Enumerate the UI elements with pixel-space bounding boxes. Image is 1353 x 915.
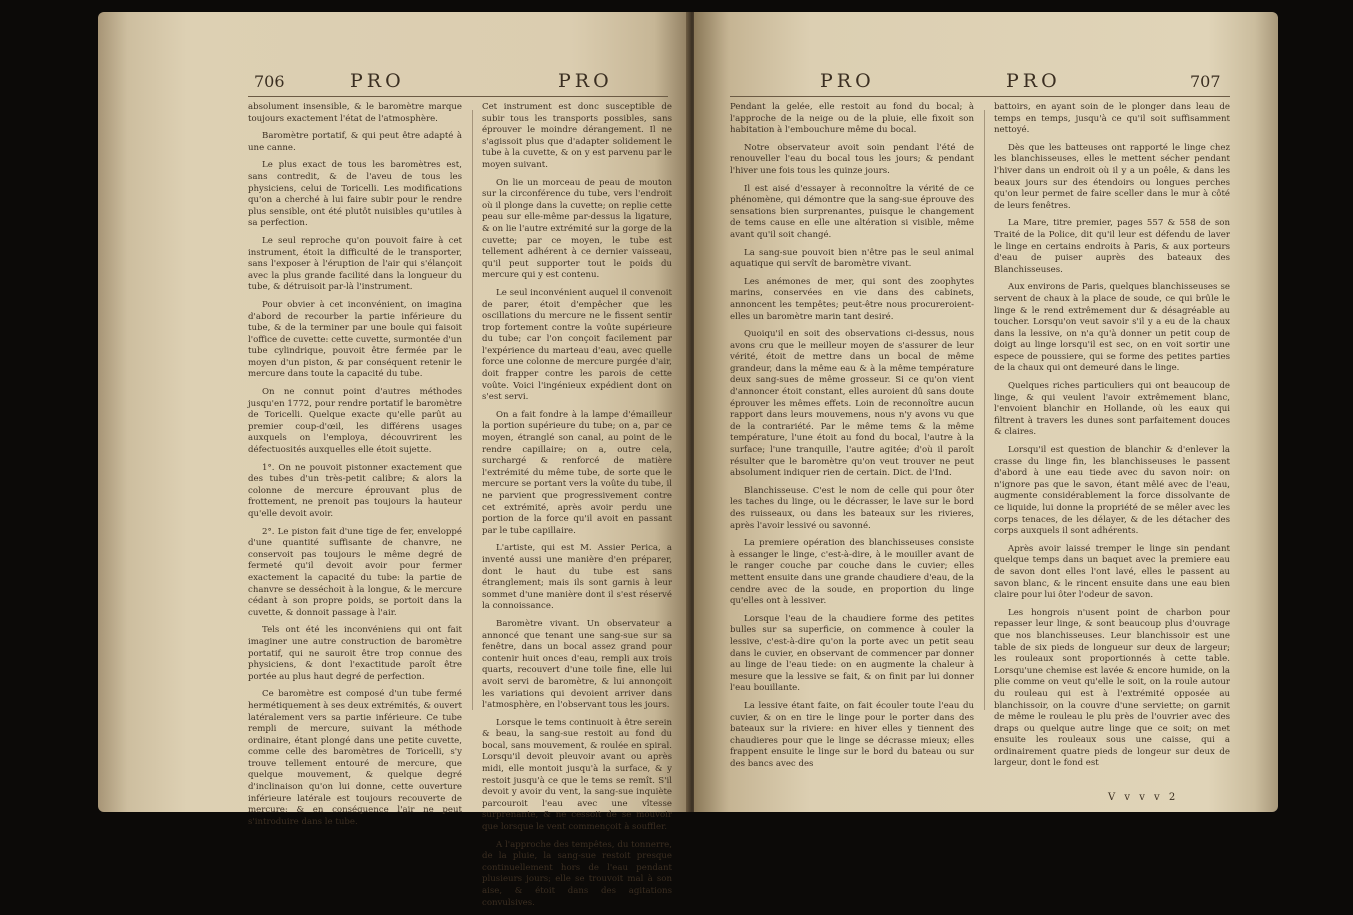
paragraph: Pour obvier à cet inconvénient, on imagina d'abord de recourber la partie inférieure du tube, & de la terminer par une boule qui faisoit l'office de cuvette: cette cuvette, surmontée d'un tube cylindrique, pouvoit être fermée par le moyen d'un piston, & par conséquent retenir le mercure dans toute la capacité du tube. (248, 299, 462, 380)
running-header-right-col1: PRO (820, 70, 875, 92)
column-rule-right (984, 110, 985, 710)
signature-mark: V v v v 2 (1108, 792, 1179, 803)
paragraph: On lie un morceau de peau de mouton sur la circonférence du tube, vers l'endroit où il plonge dans la cuvette; on replie cette peau sur elle-même par-dessus la ligature, & on lie l'autre extrémité sur la gorge de la cuvette; par ce moyen, le tube est tellement adhérent à ce dernier vaisseau, qu'il peut supporter tout le poids du mercure qui y est contenu. (482, 177, 672, 281)
header-rule-right (730, 96, 1230, 97)
paragraph: Blanchisseuse. C'est le nom de celle qui pour ôter les taches du linge, ou le décrasser, le lave sur le bord des ruisseaux, ou dans les bateaux sur les rivieres, après l'avoir lessivé ou savonné. (730, 485, 974, 531)
paragraph: Pendant la gelée, elle restoit au fond du bocal; à l'approche de la neige ou de la pluie, elle fixoit son habitation à l'embouchure même du bocal. (730, 102, 974, 136)
paragraph: Quoiqu'il en soit des observations ci-dessus, nous avons cru que le meilleur moyen de s'assurer de leur vérité, étoit de mettre dans un bocal de même grandeur, dans la même eau & à la même température deux sang-sues de même grosseur. Si ce qu'on vient d'annoncer étoit constant, elles auroient dû sans doute éprouver les mêmes effets. Loin de reconnoître aucun rapport dans leurs mouvemens, nous n'y avons vu que de la contrariété. Par le même tems & la même température, l'une étoit au fond du bocal, l'autre à la surface; l'une tranquille, l'autre agitée; d'où il paroît résulter que le baromètre qu'on veut trouver ne peut absolument indiquer rien de certain. Dict. de l'Ind. (730, 329, 974, 479)
right-page-column-2 (994, 102, 1230, 776)
paragraph: Ce baromètre est composé d'un tube fermé hermétiquement à ses deux extrémités, & ouvert latéralement vers sa partie inférieure. Ce tube rempli de mercure, suivant la méthode ordinaire, étant plongé dans une petite cuvette, comme celle des baromètres de Toricelli, s'y trouve tellement entouré de mercure, que quelque mouvement, & quelque degré d'inclinaison qu'on lui donne, cette ouverture inférieure latérale est toujours recouverte de mercure; & en conséquence l'air ne peut s'introduire dans le tube. (248, 689, 462, 827)
paragraph: La lessive étant faite, on fait écouler toute l'eau du cuvier, & on en tire le linge pour le porter dans des bateaux sur la riviere: en hiver elles y tiennent des chaudieres pour que le linge se décrasse mieux; elles frappent ensuite le linge sur le bord du bateau ou sur des bancs avec des (730, 700, 974, 769)
right-page (694, 12, 1278, 812)
running-header-left-col1: PRO (350, 70, 405, 92)
paragraph: Le seul reproche qu'on pouvoit faire à cet instrument, étoit la difficulté de le transporter, sans l'exposer à l'éruption de l'air qui s'élançoit avec la plus grande facilité dans la longueur du tube, & détruisoit par-là l'instrument. (248, 235, 462, 293)
paragraph: 1°. On ne pouvoit pistonner exactement que des tubes d'un très-petit calibre; & alors la colonne de mercure éprouvant plus de frottement, ne prenoit pas toujours la hauteur qu'elle devoit avoir. (248, 462, 462, 519)
paragraph: absolument insensible, & le baromètre marque toujours exactement l'état de l'atmosphère. (248, 102, 462, 124)
paragraph: Baromètre vivant. Un observateur a annoncé que tenant une sang-sue sur sa fenêtre, dans un bocal assez grand pour contenir huit onces d'eau, rempli aux trois quarts, recouvert d'une toile fine, elle lui avoit servi de baromètre, & lui annonçoit les variations qui devoient arriver dans l'atmosphère, en l'observant tous les jours. (482, 618, 672, 711)
paragraph: Tels ont été les inconvéniens qui ont fait imaginer une autre construction de baromètre portatif, qui ne sauroit être trop connue des physiciens, & dont l'exactitude paroît être portée au plus haut degré de perfection. (248, 625, 462, 682)
paragraph: A l'approche des tempêtes, du tonnerre, de la pluie, la sang-sue restoit presque continuellement hors de l'eau pendant plusieurs jours; elle se trouvoit mal à son aise, & étoit dans des agitations convulsives. (482, 839, 672, 908)
paragraph: Baromètre portatif, & qui peut être adapté à une canne. (248, 131, 462, 153)
column-rule-left (472, 110, 473, 710)
paragraph: 2°. Le piston fait d'une tige de fer, enveloppé d'une quantité suffisante de chanvre, ne conservoit pas toujours le même degré de fermeté qu'il devoit avoir pour fermer exactement la capacité du tube: la partie de chanvre se desséchoit à la longue, & le mercure cédant à son propre poids, se portoit dans la cuvette, & donnoit passage à l'air. (248, 526, 462, 618)
paragraph: Le plus exact de tous les baromètres est, sans contredit, & de l'aveu de tous les physiciens, celui de Toricelli. Les modifications qu'on a cherché à lui faire subir pour le rendre plus sensible, ont été plutôt nuisibles qu'utiles à sa perfection. (248, 160, 462, 229)
right-page-column-1 (730, 102, 974, 776)
paragraph: Lorsqu'il est question de blanchir & d'enlever la crasse du linge fin, les blanchisseuses le passent d'abord à une eau tiede avec du savon noir: on n'ignore pas que le savon, étant mêlé avec de l'eau, augmente considérablement la force dissolvante de ce liquide, lui donne la propriété de se mêler avec les corps tenaces, de les délayer, & de les détacher des corps auxquels il sont adhérents. (994, 445, 1230, 537)
paragraph: Les anémones de mer, qui sont des zoophytes marins, conservées en vie dans des cabinets, annoncent les tempêtes; peut-être nous procureroient-elles un baromètre marin tant desiré. (730, 276, 974, 322)
running-header-right-col2: PRO (1006, 70, 1061, 92)
paragraph: Lorsque le tems continuoit à être serein & beau, la sang-sue restoit au fond du bocal, sans mouvement, & roulée en spiral. Lorsqu'il devoit pleuvoir avant ou après midi, elle montoit jusqu'à la surface, & y restoit jusqu'à ce que le tems se remît. S'il devoit y avoir du vent, la sang-sue inquiète parcouroit l'eau avec une vîtesse surprenante, & ne cessoit de se mouvoir que lorsque le vent commençoit à souffler. (482, 717, 672, 833)
paragraph: On a fait fondre à la lampe d'émailleur la portion supérieure du tube; on a, par ce moyen, étranglé son canal, au point de le rendre capillaire; on a, outre cela, surchargé & renforcé de matière l'extrémité du même tube, de sorte que le mercure se portant vers la voûte du tube, il ne parvient que progressivement contre cet extrémité, après avoir perdu une portion de la force qu'il avoit en passant par le tube capillaire. (482, 409, 672, 536)
paragraph: Notre observateur avoit soin pendant l'été de renouveller l'eau du bocal tous les jours; & pendant l'hiver une fois tous les quinze jours. (730, 142, 974, 176)
paragraph: battoirs, en ayant soin de le plonger dans leau de temps en temps, jusqu'à ce qu'il soit suffisamment nettoyé. (994, 102, 1230, 136)
paragraph: L'artiste, qui est M. Assier Perica, a inventé aussi une manière d'en préparer, dont le haut du tube est sans étranglement; mais ils sont garnis à leur sommet d'une manière dont il s'est réservé la connoissance. (482, 543, 672, 612)
paragraph: Lorsque l'eau de la chaudiere forme des petites bulles sur sa superficie, on commence à couler la lessive, c'est-à-dire qu'on la porte avec un petit seau dans le cuvier, en observant de commencer par donner au linge de l'eau tiede: on en augmente la chaleur à mesure que la lessive se fait, & on finit par lui donner l'eau bouillante. (730, 613, 974, 694)
running-header-left-col2: PRO (558, 70, 613, 92)
page-number-left: 706 (254, 72, 285, 91)
left-page-column-2 (482, 102, 672, 915)
left-page (98, 12, 690, 908)
paragraph: Il est aisé d'essayer à reconnoître la vérité de ce phénomène, qui démontre que la sang-sue éprouve des sensations bien surprenantes, puisque le changement de tems cause en elle une altération si visible, même avant qu'il soit changé. (730, 183, 974, 240)
paragraph: La sang-sue pouvoit bien n'être pas le seul animal aquatique qui servît de baromètre vivant. (730, 247, 974, 270)
paragraph: On ne connut point d'autres méthodes jusqu'en 1772, pour rendre portatif le baromètre de Toricelli. Quelque exacte qu'elle parût au premier coup-d'œil, les différens usages auxquels on l'employa, découvrirent les défectuosités auxquelles elle étoit sujette. (248, 387, 462, 456)
open-book (98, 12, 1278, 908)
paragraph: Quelques riches particuliers qui ont beaucoup de linge, & qui veulent l'avoir extrêmement blanc, l'envoient blanchir en Hollande, où les eaux qui filtrent à travers les dunes sont parfaitement douces & claires. (994, 381, 1230, 438)
left-page-column-1 (248, 102, 462, 834)
header-rule-left (248, 96, 668, 97)
paragraph: Aux environs de Paris, quelques blanchisseuses se servent de chaux à la place de soude, ce qui brûle le linge & le rend extrêmement dur & désagréable au toucher. Lorsqu'on veut savoir s'il y a eu de la chaux dans la lessive, on n'a qu'à donner un petit coup de doigt au linge lorsqu'il est sec, on en voit sortir une espece de poussiere, qui se forme des petites parties de la chaux qui ont demeuré dans le linge. (994, 282, 1230, 374)
paragraph: Cet instrument est donc susceptible de subir tous les transports possibles, sans éprouver le moindre dérangement. Il ne s'agissoit plus que d'adapter solidement le tube à la cuvette, & on y est parvenu par le moyen suivant. (482, 102, 672, 170)
paragraph: Le seul inconvénient auquel il convenoit de parer, étoit d'empêcher que les oscillations du mercure ne le fissent sentir trop fortement contre la voûte supérieure du tube; car l'on conçoit facilement par l'expérience du marteau d'eau, avec quelle force une colonne de mercure purgée d'air, doit frapper contre les parois de cette voûte. Voici l'ingénieux expédient dont on s'est servi. (482, 287, 672, 403)
paragraph: Dès que les batteuses ont rapporté le linge chez les blanchisseuses, elles le mettent sécher pendant l'hiver dans un endroit où il y a un poêle, & dans les beaux jours sur des étendoirs ou longues perches qu'on leur permet de faire sceller dans le mur à côté de leurs fenêtres. (994, 142, 1230, 211)
paragraph: La Mare, titre premier, pages 557 & 558 de son Traité de la Police, dit qu'il leur est défendu de laver le linge en certains endroits à Paris, & aux porteurs d'eau de puiser auprès des bateaux des Blanchisseuses. (994, 218, 1230, 275)
paragraph: La premiere opération des blanchisseuses consiste à essanger le linge, c'est-à-dire, à le mouiller avant de le ranger couche par couche dans le cuvier; elles mettent ensuite dans une grande chaudiere d'eau, de la cendre avec de la soude, en proportion du linge qu'elles ont à lessiver. (730, 538, 974, 607)
page-number-right: 707 (1190, 72, 1221, 91)
paragraph: Après avoir laissé tremper le linge sin pendant quelque temps dans un baquet avec la premiere eau de savon dont elles l'ont lavé, elles le passent au savon blanc, & le rincent ensuite dans une eau bien claire pour lui ôter l'odeur de savon. (994, 543, 1230, 601)
paragraph: Les hongrois n'usent point de charbon pour repasser leur linge, & sont beaucoup plus d'ouvrage que nos blanchisseuses. Leur blanchissoir est une table de six pieds de longueur sur deux de largeur; les rouleaux sont proportionnés à cette table. Lorsqu'une chemise est lavée & encore humide, on la plie comme on veut qu'elle le soit, on la roule autour du rouleau qui est à l'extrémité opposée au blanchissoir, on la couvre d'une serviette; on garnit de même le rouleau le plu près de l'ouvrier avec des draps ou quelque autre linge que ce soit; on met ensuite les rouleaux sous une caisse, qui a ordinairement quatre pieds de longeur sur deux de largeur, dont le fond est (994, 607, 1230, 769)
